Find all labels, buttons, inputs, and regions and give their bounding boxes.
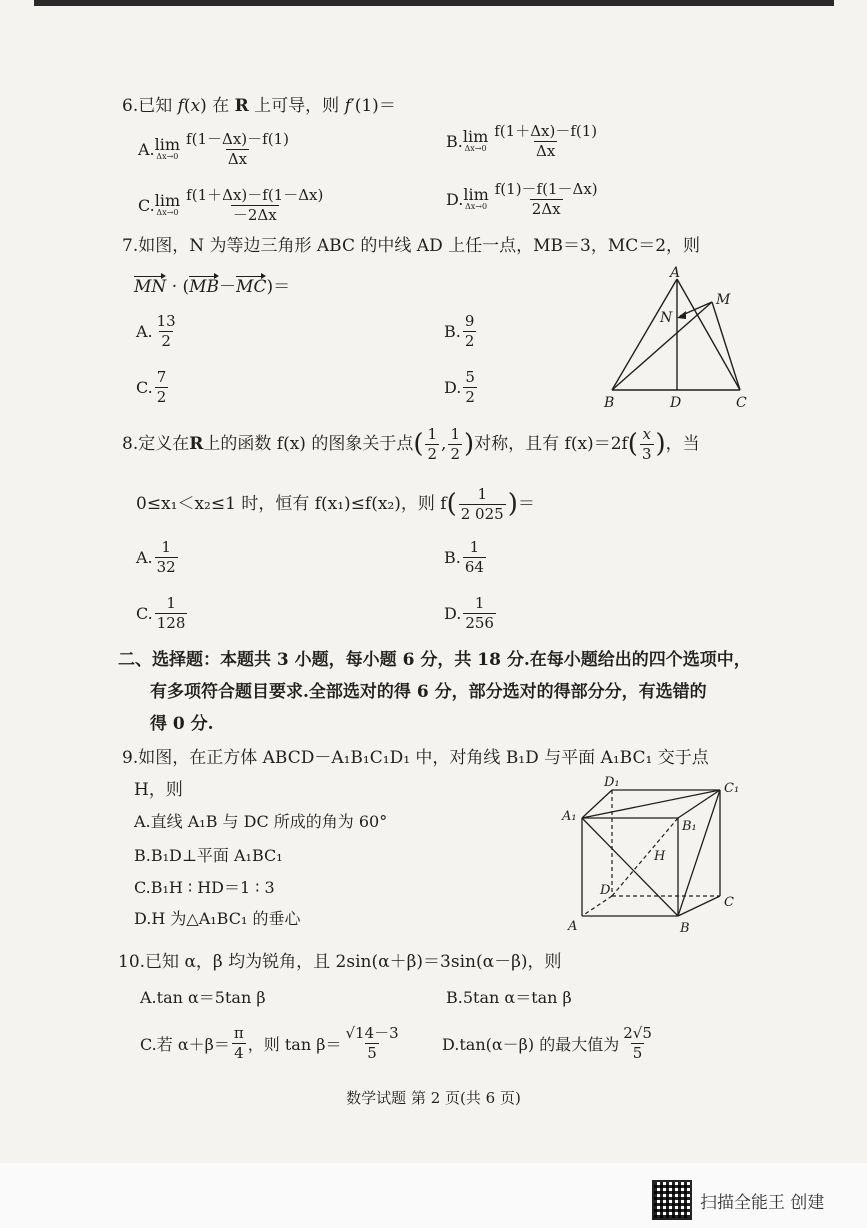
hidden-diag-b1d (612, 818, 678, 896)
label-a1: A₁ (562, 809, 577, 824)
q9-stem-line2: H，则 (134, 780, 183, 800)
q7-option-b[interactable]: B. $\frac{9}{2}$ (444, 312, 475, 350)
q8-stem-line1: 8.定义在 R 上的函数 f(x) 的图象关于点 ( $\frac{1}{2}$ , $\frac{1}{2}$ ) 对称，且有 f(x)＝2f ( $\frac{x}{3}$ ) ，当 (122, 424, 700, 463)
q7-triangle-figure (600, 262, 760, 412)
q6-option-b[interactable]: B. lim Δx→0 $\frac{f(1+\Delta x)-f(1)}{\Delta x}$ (446, 122, 598, 160)
q6-option-d[interactable]: D. lim Δx→0 $\frac{f(1)-f(1-\Delta x)}{2\Delta x}$ (446, 180, 598, 218)
q10-option-a[interactable]: A.tan α＝5tan β (140, 988, 266, 1007)
q10-stem: 10.已知 α，β 均为锐角，且 2sin(α＋β)＝3sin(α－β)，则 (118, 952, 562, 972)
q8-option-b[interactable]: B. $\frac{1}{64}$ (444, 538, 484, 576)
vector-mn: MN (134, 277, 167, 297)
q7-option-c[interactable]: C. $\frac{7}{2}$ (136, 368, 167, 406)
q7-option-d[interactable]: D. $\frac{5}{2}$ (444, 368, 475, 406)
q7-option-a[interactable]: A. $\frac{13}{2}$ (136, 312, 176, 350)
edge-ac (677, 279, 740, 390)
label-c: C (736, 395, 747, 411)
q10-option-d[interactable]: D.tan(α－β) 的最大值为 $\frac{2√5}{5}$ (442, 1024, 652, 1062)
top-edge (34, 0, 834, 6)
q8-stem-line2: 0≤x₁＜x₂≤1 时，恒有 f(x₁)≤f(x₂)，则 f ( $\frac{1}{2 025}$ ) ＝ (136, 484, 535, 523)
label-b: B (604, 395, 615, 411)
label-a: A (670, 265, 681, 281)
label-d: D (670, 395, 682, 411)
q9-option-c[interactable]: C.B₁H ∶ HD＝1 ∶ 3 (134, 878, 275, 897)
q8-option-c[interactable]: C. $\frac{1}{128}$ (136, 594, 186, 632)
q6-stem: 6.已知 f(x) 在 R 上可导，则 f′(1)＝ (122, 96, 396, 116)
q6-option-c[interactable]: C. lim Δx→0 $\frac{f(1+\Delta x)-f(1-\Delta x)}{-2\Delta x}$ (138, 186, 324, 224)
q7-stem-line1: 7.如图，N 为等边三角形 ABC 的中线 AD 上任一点，MB＝3，MC＝2，则 (122, 236, 701, 256)
page-footer: 数学试题 第 2 页(共 6 页) (346, 1089, 521, 1107)
edge-ab (612, 279, 677, 390)
q9-cube-figure (560, 770, 760, 940)
diag-a1b (582, 818, 678, 916)
q8-option-a[interactable]: A. $\frac{1}{32}$ (136, 538, 176, 576)
q9-option-b[interactable]: B.B₁D⊥平面 A₁BC₁ (134, 846, 283, 865)
scanner-watermark (652, 1180, 824, 1220)
q9-stem-line1: 9.如图，在正方体 ABCD－A₁B₁C₁D₁ 中，对角线 B₁D 与平面 A₁BC₁ 交于点 (122, 748, 709, 768)
diag-bc1 (678, 790, 720, 916)
q8-option-d[interactable]: D. $\frac{1}{256}$ (444, 594, 494, 632)
q10-option-c[interactable]: C.若 α＋β＝ $\frac{\pi}{4}$ ，则 tan β＝ $\frac{√14-3}{5}$ (140, 1024, 399, 1062)
qr-code-icon (652, 1180, 692, 1220)
edge-a1d1 (582, 790, 612, 818)
label-n: N (660, 310, 673, 326)
label-h: H (654, 849, 666, 864)
watermark-text: 扫描全能王 创建 (700, 1192, 825, 1213)
label-c1: C₁ (724, 781, 740, 796)
q9-option-d[interactable]: D.H 为△A₁BC₁ 的垂心 (134, 909, 301, 928)
label-m: M (716, 292, 731, 308)
q9-option-a[interactable]: A.直线 A₁B 与 DC 所成的角为 60° (134, 812, 388, 831)
hidden-edge-ad (582, 896, 612, 916)
q6-option-a[interactable]: A. lim Δx→0 $\frac{f(1-\Delta x)-f(1)}{\Delta x}$ (138, 130, 289, 168)
vector-mb: MB (189, 277, 220, 297)
q10-option-b[interactable]: B.5tan α＝tan β (446, 988, 572, 1007)
label-d: D (600, 883, 611, 898)
arrow-head (677, 311, 686, 319)
label-c: C (724, 895, 734, 910)
vector-mc: MC (236, 277, 267, 297)
q7-stem-line2: MN · (MB－MC)＝ (134, 277, 291, 297)
label-d1: D₁ (604, 775, 620, 790)
section2-line1: 二、选择题：本题共 3 小题，每小题 6 分，共 18 分.在每小题给出的四个选项中， (118, 650, 751, 670)
label-b: B (680, 921, 690, 936)
section2-line3: 得 0 分. (150, 714, 214, 734)
section2-line2: 有多项符合题目要求.全部选对的得 6 分，部分选对的得部分分，有选错的 (150, 682, 707, 702)
label-b1: B₁ (682, 819, 697, 834)
segment-mc (712, 302, 740, 390)
label-a: A (568, 919, 578, 934)
